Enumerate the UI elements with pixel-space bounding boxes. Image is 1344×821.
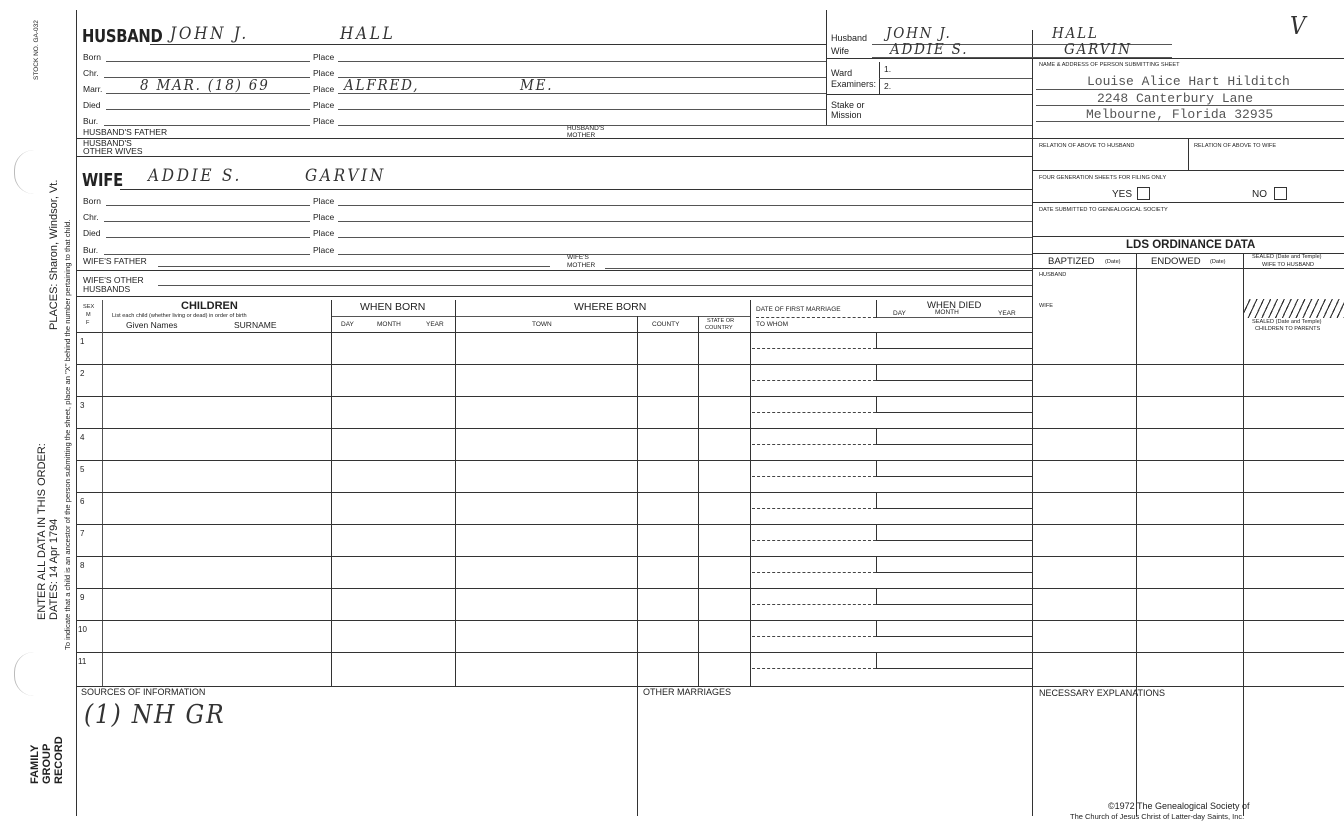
wifes-mother-label-2: MOTHER — [567, 262, 596, 269]
summary-wife-last: GARVIN — [1064, 40, 1132, 58]
child-row-number: 6 — [80, 497, 85, 506]
husband-born-place-label: Place — [313, 52, 335, 62]
wife-died-place-label: Place — [313, 228, 335, 238]
yes-label: YES — [1112, 189, 1133, 200]
examiner-1: 1. — [884, 64, 892, 74]
ancestor-instruction: To indicate that a child is an ancestor of the person submitting the sheet, place an "X" behind the number pertaining to that child. — [63, 219, 72, 650]
check-mark: V — [1290, 12, 1309, 40]
child-row-number: 9 — [80, 593, 85, 602]
died-underline — [876, 508, 1032, 509]
enter-all-instruction: ENTER ALL DATA IN THIS ORDER: — [36, 443, 48, 620]
date-submitted-label: DATE SUBMITTED TO GENEALOGICAL SOCIETY — [1039, 207, 1168, 213]
marriage-date-dash — [752, 572, 876, 573]
wife-born-place-label: Place — [313, 196, 335, 206]
husbands-father-label: HUSBAND'S FATHER — [83, 127, 168, 137]
died-separator — [876, 588, 877, 605]
husband-bur-place-label: Place — [313, 116, 335, 126]
husband-chr-label: Chr. — [83, 68, 99, 78]
child-row-number: 4 — [80, 433, 85, 442]
died-underline — [876, 444, 1032, 445]
born-year-label: YEAR — [426, 321, 444, 328]
died-underline — [876, 476, 1032, 477]
died-separator — [876, 652, 877, 669]
form-title-family: FAMILY — [29, 744, 41, 784]
child-row-line — [76, 492, 1344, 493]
sex-m-label: M — [86, 312, 91, 318]
copyright-line-2: The Church of Jesus Christ of Latter-day Saints, Inc. — [1070, 812, 1245, 821]
died-separator — [876, 492, 877, 509]
wife-born-label: Born — [83, 196, 101, 206]
form-title-group: GROUP — [41, 743, 53, 784]
first-marriage-label: DATE OF FIRST MARRIAGE — [756, 306, 841, 313]
stock-number: STOCK NO. GA-032 — [33, 20, 40, 80]
summary-husband-first: JOHN J. — [886, 24, 952, 42]
wifes-father-label: WIFE'S FATHER — [83, 256, 147, 266]
child-row-line — [76, 524, 1344, 525]
child-row-number: 5 — [80, 465, 85, 474]
submitter-name: Louise Alice Hart Hilditch — [1087, 74, 1290, 89]
child-row-line — [76, 460, 1344, 461]
child-row-line — [76, 364, 1344, 365]
marriage-date-dash — [752, 412, 876, 413]
husbands-other-wives-1: HUSBAND'S — [83, 138, 132, 148]
explanations-label: NECESSARY EXPLANATIONS — [1039, 688, 1166, 698]
town-label: TOWN — [532, 321, 552, 328]
sources-note: (1) NH GR — [84, 700, 226, 730]
ward-label: Ward — [831, 68, 853, 78]
examiners-label: Examiners: — [831, 79, 877, 89]
where-born-label: WHERE BORN — [574, 301, 647, 313]
husbands-other-wives-2: OTHER WIVES — [83, 146, 143, 156]
places-instruction: PLACES: Sharon, Windsor, Vt. — [48, 179, 60, 330]
child-row-line — [76, 620, 1344, 621]
husband-surname: HALL — [340, 24, 396, 44]
submitter-street: 2248 Canterbury Lane — [1097, 91, 1254, 106]
sex-label: SEX — [83, 304, 95, 310]
child-row-number: 2 — [80, 369, 85, 378]
died-underline — [876, 412, 1032, 413]
wifes-other-husbands-1: WIFE'S OTHER — [83, 275, 144, 285]
husband-died-label: Died — [83, 100, 101, 110]
summary-wife-label: Wife — [831, 46, 849, 56]
marriage-date-dash — [752, 540, 876, 541]
given-names-label: Given Names — [126, 320, 178, 330]
husband-heading: HUSBAND — [82, 26, 163, 47]
baptized-label: BAPTIZED — [1048, 256, 1095, 267]
marriage-date-dash — [752, 636, 876, 637]
died-year-label: YEAR — [998, 310, 1016, 317]
county-label: COUNTY — [652, 321, 680, 328]
form-title-record: RECORD — [53, 736, 65, 784]
wife-bur-place-label: Place — [313, 245, 335, 255]
husband-bur-label: Bur. — [83, 116, 99, 126]
husband-chr-place-label: Place — [313, 68, 335, 78]
lds-husband-label: HUSBAND — [1039, 272, 1067, 278]
died-separator — [876, 620, 877, 637]
when-died-label: WHEN DIED — [927, 300, 982, 311]
endowed-date-label: (Date) — [1210, 259, 1226, 265]
born-day-label: DAY — [341, 321, 354, 328]
died-underline — [876, 604, 1032, 605]
died-underline — [876, 380, 1032, 381]
relation-husband-label: RELATION OF ABOVE TO HUSBAND — [1039, 143, 1135, 149]
marriage-date-dash — [752, 380, 876, 381]
baptized-date-label: (Date) — [1105, 259, 1121, 265]
husband-born-label: Born — [83, 52, 101, 62]
marriage-date-dash — [752, 444, 876, 445]
husband-first-name: JOHN J. — [170, 24, 249, 44]
dates-instruction: DATES: 14 Apr 1794 — [48, 518, 60, 620]
died-underline — [876, 572, 1032, 573]
wife-bur-label: Bur. — [83, 245, 99, 255]
lds-wife-label: WIFE — [1039, 303, 1053, 309]
sealed-children-label-1: SEALED (Date and Temple) — [1252, 319, 1322, 325]
wife-surname: GARVIN — [305, 166, 386, 186]
husband-marr-label: Marr. — [83, 84, 103, 94]
sealed-hatch — [1244, 299, 1344, 318]
state-label-2: COUNTRY — [705, 325, 733, 331]
died-underline — [876, 668, 1032, 669]
marriage-state: ME. — [520, 76, 554, 94]
sources-label: SOURCES OF INFORMATION — [81, 687, 206, 697]
died-separator — [876, 428, 877, 445]
wife-heading: WIFE — [82, 170, 123, 191]
children-title: CHILDREN — [181, 300, 238, 312]
no-checkbox[interactable] — [1274, 187, 1287, 200]
died-separator — [876, 524, 877, 541]
husband-died-place-label: Place — [313, 100, 335, 110]
child-row-number: 11 — [78, 657, 87, 666]
died-underline — [876, 540, 1032, 541]
child-row-line — [76, 588, 1344, 589]
marriage-date: 8 MAR. (18) 69 — [140, 76, 270, 94]
husbands-mother-label-1: HUSBAND'S — [567, 125, 605, 132]
marriage-date-dash — [752, 604, 876, 605]
wife-died-label: Died — [83, 228, 101, 238]
child-row-number: 3 — [80, 401, 85, 410]
marriage-date-dash — [752, 508, 876, 509]
binder-hole-top — [14, 150, 35, 194]
lds-title: LDS ORDINANCE DATA — [1126, 239, 1256, 251]
wife-chr-place-label: Place — [313, 212, 335, 222]
born-month-label: MONTH — [377, 321, 401, 328]
child-row-number: 8 — [80, 561, 85, 570]
surname-label: SURNAME — [234, 320, 277, 330]
child-row-line — [76, 556, 1344, 557]
sealed-children-label-2: CHILDREN TO PARENTS — [1255, 326, 1321, 332]
husbands-mother-label-2: MOTHER — [567, 132, 596, 139]
child-row-line — [76, 396, 1344, 397]
died-separator — [876, 460, 877, 477]
marriage-place: ALFRED, — [344, 76, 420, 94]
sealed-wife-label-1: SEALED (Date and Temple) — [1252, 254, 1322, 260]
child-row-number: 10 — [78, 625, 87, 634]
copyright-line-1: ©1972 The Genealogical Society of — [1108, 801, 1250, 811]
binder-hole-bottom — [14, 652, 35, 696]
sex-f-label: F — [86, 320, 90, 326]
marriage-date-dash — [752, 476, 876, 477]
sealed-wife-label-2: WIFE TO HUSBAND — [1262, 262, 1315, 268]
mission-label: Mission — [831, 110, 862, 120]
stake-label: Stake or — [831, 100, 865, 110]
no-label: NO — [1252, 189, 1267, 200]
wife-first-name: ADDIE S. — [148, 166, 243, 186]
wife-chr-label: Chr. — [83, 212, 99, 222]
summary-husband-label: Husband — [831, 33, 868, 43]
submitter-label: NAME & ADDRESS OF PERSON SUBMITTING SHEET — [1039, 62, 1180, 68]
examiner-2: 2. — [884, 81, 892, 91]
child-row-number: 7 — [80, 529, 85, 538]
when-born-label: WHEN BORN — [360, 301, 426, 313]
submitter-city: Melbourne, Florida 32935 — [1086, 107, 1274, 122]
yes-checkbox[interactable] — [1137, 187, 1150, 200]
endowed-label: ENDOWED — [1151, 256, 1201, 267]
died-month-label: MONTH — [935, 309, 959, 316]
child-row-number: 1 — [80, 337, 85, 346]
summary-wife-first: ADDIE S. — [890, 40, 969, 58]
died-separator — [876, 556, 877, 573]
state-label-1: STATE OR — [707, 318, 735, 324]
husband-marr-place-label: Place — [313, 84, 335, 94]
died-separator — [876, 364, 877, 381]
died-underline — [876, 636, 1032, 637]
to-whom-label: TO WHOM — [756, 321, 789, 328]
wifes-other-husbands-2: HUSBANDS — [83, 284, 131, 294]
four-generation-label: FOUR GENERATION SHEETS FOR FILING ONLY — [1039, 175, 1167, 181]
child-row-line — [76, 428, 1344, 429]
marriage-date-dash — [752, 668, 876, 669]
children-list-note: List each child (whether living or dead) in order of birth — [112, 313, 247, 319]
relation-wife-label: RELATION OF ABOVE TO WIFE — [1194, 143, 1277, 149]
died-day-label: DAY — [893, 310, 906, 317]
summary-husband-last: HALL — [1052, 24, 1099, 42]
marriage-date-dash — [752, 348, 876, 349]
child-row-line — [76, 652, 1344, 653]
died-separator — [876, 396, 877, 413]
died-underline — [876, 348, 1032, 349]
other-marriages-label: OTHER MARRIAGES — [643, 687, 732, 697]
died-separator — [876, 332, 877, 349]
wifes-mother-label-1: WIFE'S — [567, 254, 589, 261]
